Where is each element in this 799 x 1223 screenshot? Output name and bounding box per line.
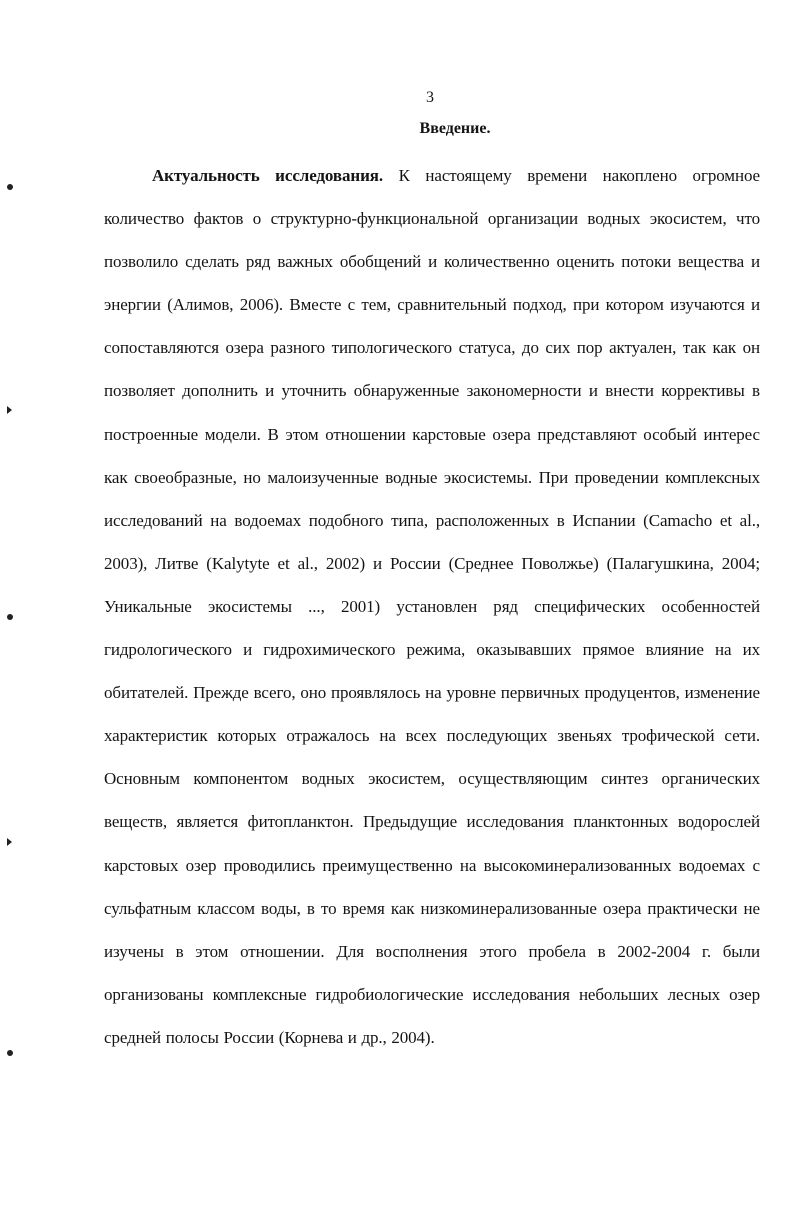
margin-mark-dot (7, 614, 13, 620)
margin-mark-triangle (7, 838, 12, 846)
margin-mark-triangle (7, 406, 12, 414)
paragraph-lead-in: Актуальность исследования. (152, 166, 384, 185)
paragraph-text: К настоящему времени накоплено огромное количество фактов о структурно-функциональной организации водных экосистем, что позволило сделать ряд важных обобщений и количественно оценить потоки вещества и энергии (Алимов, 2006). Вместе с тем, сравнительный подход, при котором изучаются и сопоставляются озера разного типологического статуса, до сих пор актуален, так как он позволяет дополнить и уточнить обнаруженные закономерности и внести коррективы в построенные модели. В этом отношении карстовые озера представляют особый интерес как своеобразные, но малоизученные водные экосистемы. При проведении комплексных исследований на водоемах подобного типа, расположенных в Испании (Camacho et al., 2003), Литве (Kalytyte et al., 2002) и России (Среднее Поволжье) (Палагушкина, 2004; Уникальные экосистемы ..., 2001) установлен ряд специфических особенностей гидрологического и гидрохимического режима, оказывавших прямое влияние на их обитателей. Прежде всего, оно проявлялось на уровне первичных продуцентов, изменение характеристик которых отражалось на всех последующих звеньях трофической сети. Основным компонентом водных экосистем, осуществляющим синтез органических веществ, является фитопланктон. Предыдущие исследования планктонных водорослей карстовых озер проводились преимущественно на высокоминерализованных водоемах с сульфатным классом воды, в то время как низкоминерализованные озера практически не изучены в этом отношении. Для восполнения этого пробела в 2002-2004 г. были организованы комплексные гидробиологические исследования небольших лесных озер средней полосы России (Корнева и др., 2004). (104, 166, 760, 1047)
margin-mark-dot (7, 1050, 13, 1056)
page-number: 3 (426, 89, 434, 106)
section-title: Введение. (419, 120, 491, 137)
margin-mark-dot (7, 184, 13, 190)
body-paragraph (104, 154, 760, 1059)
